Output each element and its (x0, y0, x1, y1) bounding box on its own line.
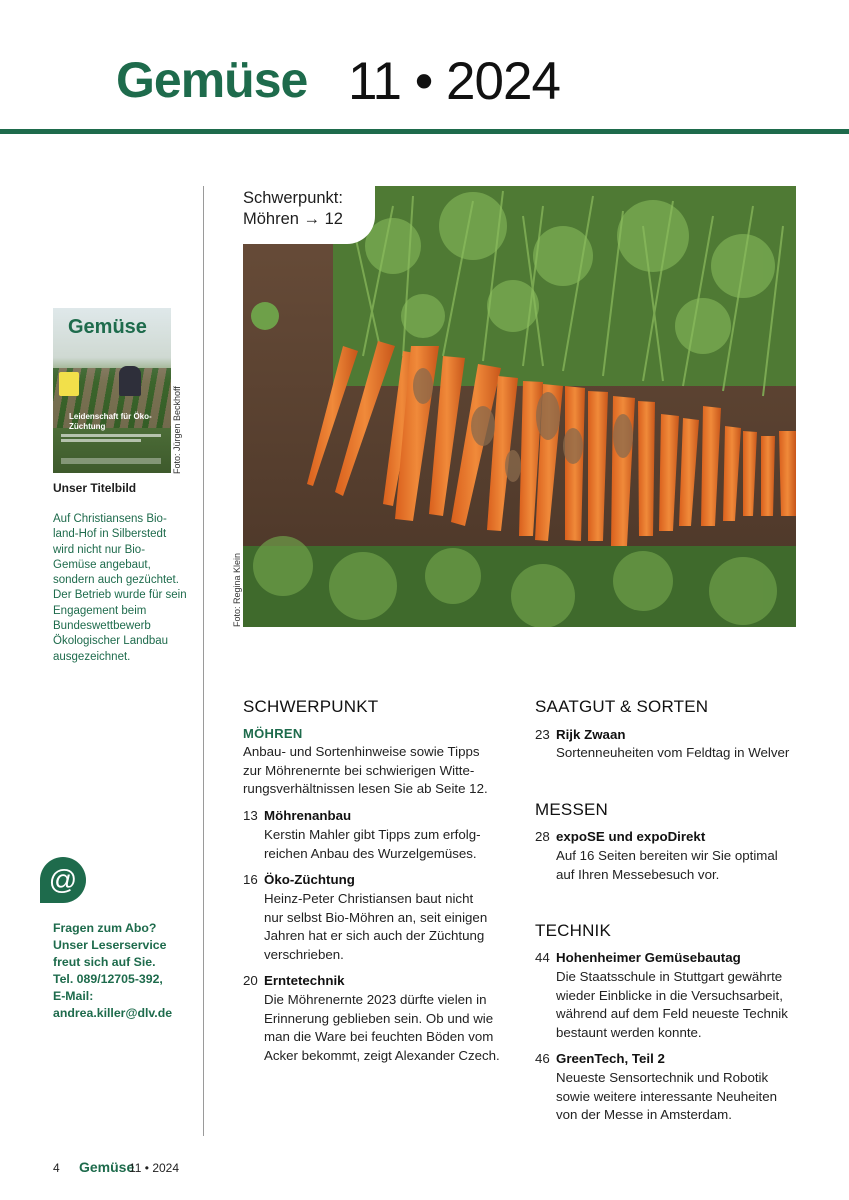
description-line: Die Möhrenernte 2023 dürfte vielen in (264, 992, 487, 1007)
header-rule (0, 129, 849, 134)
description-line: während auf dem Feld neueste Technik (556, 1006, 788, 1021)
at-icon: @ (48, 864, 78, 895)
description-line: auf Ihren Messebesuch vor. (556, 866, 720, 882)
toc-page-number: 20 (243, 973, 258, 988)
description-line: bestaunt werden konnte. (556, 1024, 702, 1040)
toc-entry-description (264, 991, 500, 1065)
toc-page-number: 23 (535, 727, 550, 742)
reader-service-box (53, 920, 198, 1022)
service-line: Unser Leserservice (53, 938, 167, 952)
service-line: E-Mail: (53, 989, 94, 1003)
toc-entry-title[interactable]: GreenTech, Teil 2 (556, 1051, 665, 1066)
toc-entry-title[interactable]: Erntetechnik (264, 973, 345, 988)
hero-photo-carrots (243, 186, 796, 627)
focus-tag-link[interactable]: Möhren → 12 (243, 210, 343, 228)
toc-page-number: 13 (243, 808, 258, 823)
cover-badge (59, 372, 79, 396)
service-line: Fragen zum Abo? (53, 921, 157, 935)
toc-entry-title[interactable]: Möhrenanbau (264, 808, 352, 823)
toc-entry-description (556, 847, 778, 884)
toc-page-number: 16 (243, 872, 258, 887)
description-line: man die Ware bei feuchten Böden vom (264, 1029, 494, 1044)
carrot-illustration (243, 186, 796, 627)
section-heading-technik: TECHNIK (535, 921, 612, 940)
toc-page-number: 46 (535, 1051, 550, 1066)
cover-caption-title: Unser Titelbild (53, 481, 137, 495)
issue-number: 11 • 2024 (348, 52, 560, 111)
toc-entry-description (264, 890, 487, 964)
schwerpunkt-intro (243, 743, 513, 799)
cover-thumbnail (53, 308, 171, 473)
section-heading-schwerpunkt: SCHWERPUNKT (243, 697, 379, 716)
toc-entry-description (556, 968, 788, 1042)
description-line: Kerstin Mahler gibt Tipps zum erfolg- (264, 827, 481, 842)
description-line: Die Staatsschule in Stuttgart gewährte (556, 969, 783, 984)
toc-entry-description (556, 1069, 777, 1125)
description-line: reichen Anbau des Wurzelgemüses. (264, 845, 477, 861)
intro-line: zur Möhrenernte bei schwierigen Witte- (243, 762, 475, 778)
service-line: freut sich auf Sie. (53, 955, 156, 969)
description-line: Sortenneuheiten vom Feldtag in Welver (556, 745, 790, 760)
cover-subline (61, 434, 161, 437)
description-line: Heinz-Peter Christiansen baut nicht (264, 891, 474, 906)
cover-headline: Leidenschaft für Öko-Züchtung (69, 412, 152, 431)
toc-entry-title[interactable]: Öko-Züchtung (264, 872, 355, 887)
footer-logo: Gemüse (79, 1159, 135, 1175)
toc-entry-description (556, 744, 789, 763)
column-divider (203, 186, 204, 1136)
cover-subline (61, 439, 141, 442)
service-email-link[interactable]: andrea.killer@dlv.de (53, 1006, 173, 1020)
toc-page-number: 28 (535, 829, 550, 844)
description-line: von der Messe in Amsterdam. (556, 1107, 732, 1122)
magazine-logo: Gemüse (116, 52, 308, 108)
cover-photo-credit: Foto: Jürgen Beckhoff (172, 386, 182, 474)
description-line: Auf 16 Seiten bereiten wir Sie optimal (556, 848, 778, 863)
description-line: Neueste Sensortechnik und Robotik (556, 1070, 769, 1085)
subheading-moehren: MÖHREN (243, 726, 303, 741)
description-line: Acker bekommt, zeigt Alexander Czech. (264, 1047, 500, 1063)
service-phone[interactable]: Tel. 089/12705-392, (53, 972, 163, 986)
toc-entry-title[interactable]: expoSE und expoDirekt (556, 829, 706, 844)
description-line: verschrieben. (264, 946, 344, 962)
cover-logo: Gemüse (68, 316, 147, 338)
toc-entry-title[interactable]: Hohenheimer Gemüsebautag (556, 950, 741, 965)
page-number: 4 (53, 1161, 60, 1175)
section-heading-messen: MESSEN (535, 800, 608, 819)
hero-photo-credit: Foto: Regina Klein (232, 552, 242, 627)
description-line: Erinnerung geblieben sein. Ob und wie (264, 1010, 494, 1026)
toc-entry-title[interactable]: Rijk Zwaan (556, 727, 626, 742)
toc-entry-description (264, 826, 481, 863)
intro-line: Anbau- und Sortenhinweise sowie Tipps (243, 744, 480, 759)
toc-page-number: 44 (535, 950, 550, 965)
intro-line: rungsverhältnissen lesen Sie ab Seite 12. (243, 781, 488, 796)
description-line: wieder Einblicke in die Versuchsarbeit, (556, 987, 783, 1003)
focus-tag-label: Schwerpunkt: (243, 189, 343, 207)
section-heading-saatgut: SAATGUT & SORTEN (535, 697, 709, 716)
description-line: sowie weitere interessante Neuheiten (556, 1088, 778, 1104)
description-line: nur selbst Bio-Möhren an, seit einigen (264, 909, 488, 925)
cover-footer-strip (61, 458, 161, 464)
description-line: Jahren hat er sich auch der Züchtung (264, 928, 485, 943)
cover-caption-text: Auf Christiansens Bio-land-Hof in Silberstedt wird nicht nur Bio-Gemüse angebaut, sondern auch gezüchtet. Der Betrieb wurde für sein Engagement beim Bundeswettbewerb Ökologischer Landbau ausgezeichnet. (53, 513, 187, 663)
footer-issue: 11 • 2024 (129, 1161, 180, 1175)
cover-farmer (119, 366, 141, 396)
